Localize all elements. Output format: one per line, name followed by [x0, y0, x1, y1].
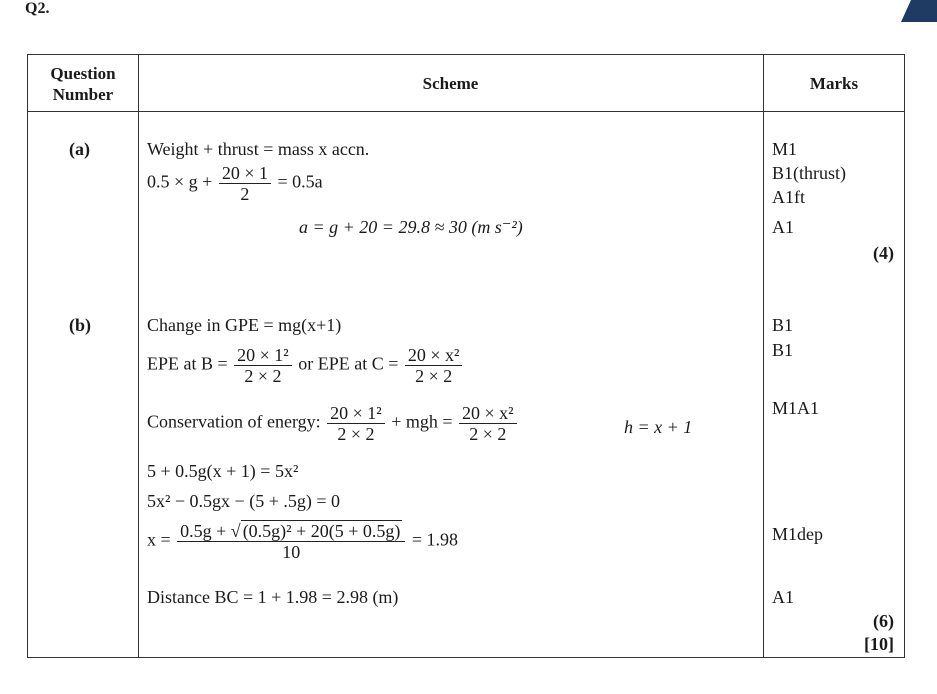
part-b-total: (6)	[873, 611, 894, 631]
part-a-line-2: 0.5 × g + $\frac{20 \times 1}{2}$ = 0.5a	[147, 163, 323, 204]
mark-b-4: M1dep	[772, 524, 823, 544]
mark-a-2: B1(thrust)	[772, 163, 846, 183]
fraction: $\frac{\text{0.5g + √ (0.5g)² + 20(5 + 0.5g)}}{10}$	[177, 521, 405, 562]
mark-scheme-table	[27, 54, 905, 658]
fraction: $\frac{\text{20 × x²}}{2 \times 2}$	[459, 403, 517, 444]
part-b-line-1: Change in GPE = mg(x+1)	[147, 315, 342, 335]
header-question-number: Question Number	[50, 64, 116, 104]
part-b-line-6: x = $\frac{\text{0.5g + √ (0.5g)² + 20(5 + 0.5g)}}{10}$ = 1.98	[147, 521, 459, 562]
mark-b-2: B1	[772, 340, 794, 360]
part-a-label: (a)	[69, 139, 90, 159]
column-divider	[763, 55, 764, 657]
fraction: $\frac{\text{20 × 1²}}{2 \times 2}$	[327, 403, 385, 444]
mark-b-5: A1	[772, 587, 794, 607]
part-b-line-4: 5 + 0.5g(x + 1) = 5x²	[147, 461, 299, 481]
part-b-h-note: h = x + 1	[624, 417, 693, 437]
part-b-line-2: EPE at B = $\frac{\text{20 × 1²}}{2 \times 2}$ or EPE at C = $\frac{\text{20 × x²}}{2 \times 2}$	[147, 345, 464, 386]
mark-b-3: M1A1	[772, 398, 820, 418]
part-b-line-3: Conservation of energy: $\frac{\text{20 × 1²}}{2 \times 2}$ + mgh = $\frac{\text{20 × x²}}{2 \times 2}$	[147, 403, 519, 444]
grand-total: [10]	[864, 634, 894, 654]
part-a-line-1: Weight + thrust = mass x accn.	[147, 139, 370, 159]
question-label: Q2.	[25, 0, 50, 17]
fraction: $\frac{\text{20 × 1²}}{2 \times 2}$	[234, 345, 292, 386]
mark-a-1: M1	[772, 139, 798, 159]
fraction: $\frac{20 \times 1}{2}$	[219, 163, 271, 204]
column-divider	[138, 55, 139, 657]
header-marks: Marks	[809, 74, 859, 93]
mark-b-1: B1	[772, 315, 794, 335]
header-divider	[28, 111, 904, 112]
mark-a-3: A1ft	[772, 187, 805, 207]
fraction: $\frac{\text{20 × x²}}{2 \times 2}$	[405, 345, 463, 386]
publisher-logo-icon	[893, 0, 937, 22]
part-b-line-7: Distance BC = 1 + 1.98 = 2.98 (m)	[147, 587, 399, 607]
mark-a-4: A1	[772, 217, 794, 237]
part-b-line-5: 5x² − 0.5gx − (5 + .5g) = 0	[147, 491, 340, 511]
part-a-total: (4)	[873, 243, 894, 263]
part-a-line-3: a = g + 20 = 29.8 ≈ 30 (m s⁻²)	[299, 217, 523, 237]
header-scheme: Scheme	[422, 74, 479, 93]
part-b-label: (b)	[69, 315, 91, 335]
